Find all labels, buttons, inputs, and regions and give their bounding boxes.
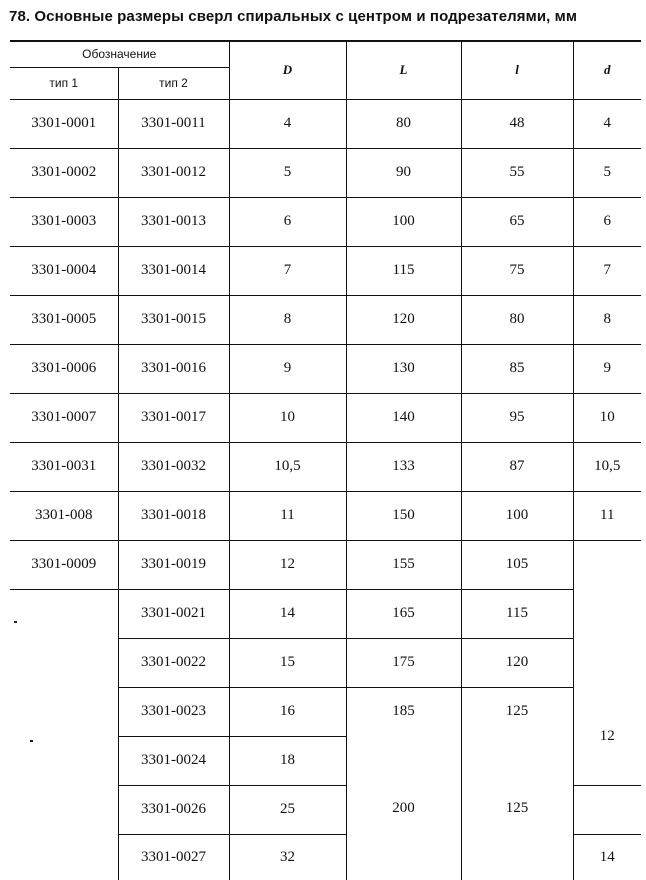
D-cell: 18	[229, 736, 346, 785]
table-row	[10, 540, 641, 589]
type1-cell: 3301-0006	[10, 344, 118, 393]
type2-cell: 3301-0026	[118, 785, 229, 834]
type1-cell: 3301-0009	[10, 540, 118, 589]
d-cell: 9	[573, 344, 641, 393]
table-row	[10, 344, 641, 393]
D-cell: 11	[229, 491, 346, 540]
table-row	[10, 442, 641, 491]
table-row	[10, 491, 641, 540]
table-row	[10, 393, 641, 442]
col-header-l: l	[461, 41, 573, 99]
type2-cell: 3301-0021	[118, 589, 229, 638]
col-header-type2: тип 2	[118, 67, 229, 99]
l-cell: 105	[461, 540, 573, 589]
L-cell: 165	[346, 589, 461, 638]
D-cell: 4	[229, 99, 346, 148]
col-header-type1: тип 1	[10, 67, 118, 99]
D-cell: 32	[229, 834, 346, 880]
table-row	[10, 246, 641, 295]
table-row	[10, 148, 641, 197]
d-cell-empty	[573, 785, 641, 834]
L-cell: 115	[346, 246, 461, 295]
d-cell: 7	[573, 246, 641, 295]
L-cell-merged-200: 200	[346, 736, 461, 880]
L-cell: 130	[346, 344, 461, 393]
type2-cell: 3301-0014	[118, 246, 229, 295]
drill-dimensions-table	[10, 40, 641, 880]
type1-cell: 3301-0031	[10, 442, 118, 491]
l-cell: 100	[461, 491, 573, 540]
d-cell: 4	[573, 99, 641, 148]
l-cell: 115	[461, 589, 573, 638]
type1-cell: 3301-0004	[10, 246, 118, 295]
table-row	[10, 589, 641, 638]
l-cell: 125	[461, 687, 573, 736]
D-cell: 10	[229, 393, 346, 442]
L-cell: 133	[346, 442, 461, 491]
l-cell: 55	[461, 148, 573, 197]
L-cell: 150	[346, 491, 461, 540]
type2-cell: 3301-0011	[118, 99, 229, 148]
l-cell: 75	[461, 246, 573, 295]
L-cell: 140	[346, 393, 461, 442]
D-cell: 16	[229, 687, 346, 736]
designation-header: Обозначение	[10, 41, 229, 67]
L-cell: 155	[346, 540, 461, 589]
type2-cell: 3301-0018	[118, 491, 229, 540]
l-cell: 80	[461, 295, 573, 344]
table-title: 78. Основные размеры сверл спиральных с центром и подрезателями, мм	[9, 8, 578, 25]
type2-cell: 3301-0013	[118, 197, 229, 246]
d-cell: 10	[573, 393, 641, 442]
L-cell: 90	[346, 148, 461, 197]
d-cell-merged-14: 14	[573, 834, 641, 880]
table-row	[10, 197, 641, 246]
type2-cell: 3301-0019	[118, 540, 229, 589]
type2-cell: 3301-0016	[118, 344, 229, 393]
l-cell: 120	[461, 638, 573, 687]
l-cell: 48	[461, 99, 573, 148]
col-header-d: d	[573, 41, 641, 99]
d-cell: 5	[573, 148, 641, 197]
D-cell: 5	[229, 148, 346, 197]
type2-cell: 3301-0017	[118, 393, 229, 442]
D-cell: 7	[229, 246, 346, 295]
type1-cell: 3301-008	[10, 491, 118, 540]
D-cell: 8	[229, 295, 346, 344]
type2-cell: 3301-0022	[118, 638, 229, 687]
D-cell: 14	[229, 589, 346, 638]
l-cell: 95	[461, 393, 573, 442]
col-header-L: L	[346, 41, 461, 99]
type2-cell: 3301-0024	[118, 736, 229, 785]
d-cell-merged-12: 12	[573, 540, 641, 785]
D-cell: 15	[229, 638, 346, 687]
table-row	[10, 99, 641, 148]
d-cell: 8	[573, 295, 641, 344]
l-cell: 85	[461, 344, 573, 393]
D-cell: 12	[229, 540, 346, 589]
D-cell: 6	[229, 197, 346, 246]
type1-cell: 3301-0005	[10, 295, 118, 344]
L-cell: 185	[346, 687, 461, 736]
scan-speck	[30, 740, 33, 742]
type2-cell: 3301-0027	[118, 834, 229, 880]
d-cell: 11	[573, 491, 641, 540]
D-cell: 9	[229, 344, 346, 393]
L-cell: 175	[346, 638, 461, 687]
d-cell: 10,5	[573, 442, 641, 491]
type2-cell: 3301-0012	[118, 148, 229, 197]
table-row	[10, 295, 641, 344]
type2-cell: 3301-0032	[118, 442, 229, 491]
L-cell: 80	[346, 99, 461, 148]
D-cell: 10,5	[229, 442, 346, 491]
empty-type1-cell	[10, 589, 118, 880]
type1-cell: 3301-0007	[10, 393, 118, 442]
type2-cell: 3301-0023	[118, 687, 229, 736]
type1-cell: 3301-0002	[10, 148, 118, 197]
type1-cell: 3301-0003	[10, 197, 118, 246]
type1-cell: 3301-0001	[10, 99, 118, 148]
D-cell: 25	[229, 785, 346, 834]
type2-cell: 3301-0015	[118, 295, 229, 344]
l-cell: 65	[461, 197, 573, 246]
l-cell: 87	[461, 442, 573, 491]
L-cell: 100	[346, 197, 461, 246]
d-cell: 6	[573, 197, 641, 246]
scan-speck	[14, 621, 17, 623]
L-cell: 120	[346, 295, 461, 344]
l-cell-merged-125: 125	[461, 736, 573, 880]
col-header-D: D	[229, 41, 346, 99]
